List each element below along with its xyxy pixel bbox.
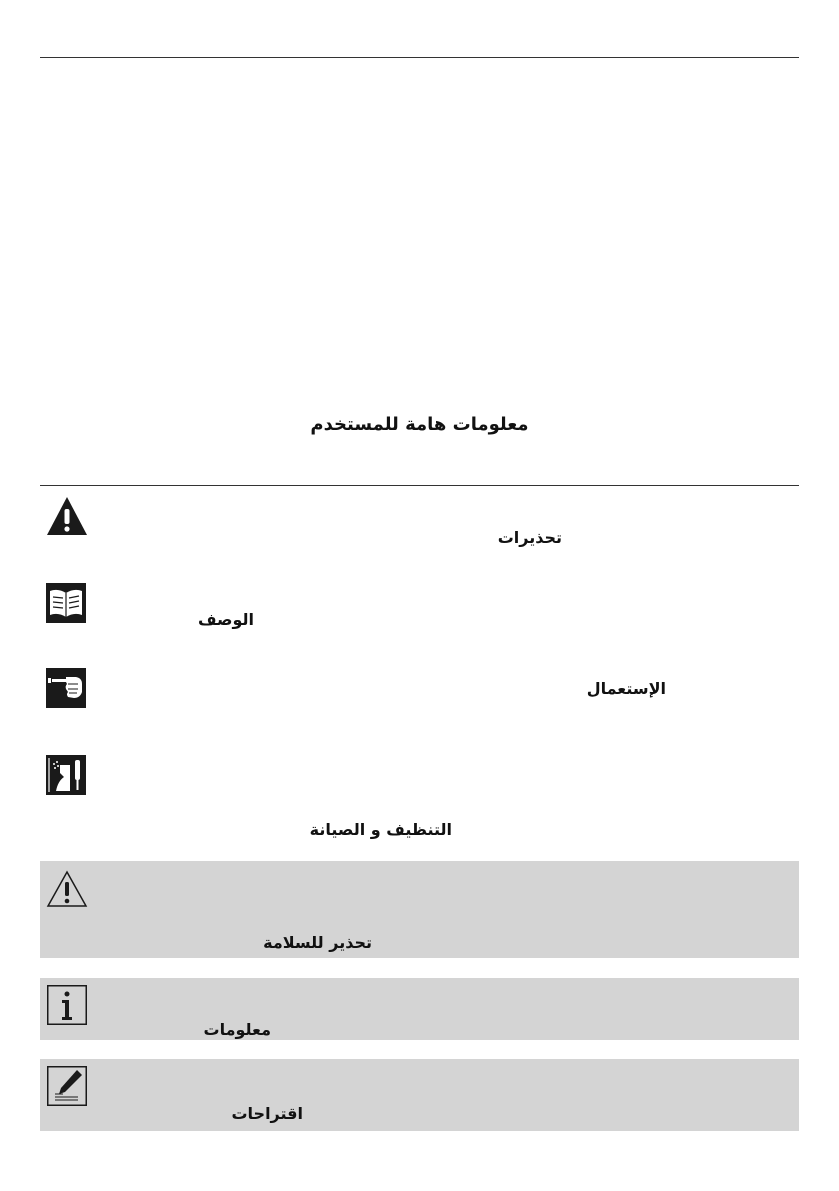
cleaning-maintenance-icon (46, 755, 86, 795)
notice-suggestions (40, 1059, 799, 1131)
section-label-description: الوصف (197, 610, 254, 629)
notice-label-safety: تحذير للسلامة (263, 933, 372, 952)
notice-safety-warning (40, 861, 799, 958)
notice-information (40, 978, 799, 1040)
warning-filled-icon (46, 496, 88, 536)
warning-outline-icon (46, 870, 88, 908)
book-icon (46, 583, 86, 623)
top-rule (40, 57, 799, 58)
notice-label-suggestions: اقتراحات (231, 1104, 303, 1123)
section-label-use: الإستعمال (586, 679, 666, 698)
info-icon (47, 985, 87, 1025)
section-label-cleaning: التنظيف و الصيانة (309, 820, 452, 839)
page-title: معلومات هامة للمستخدم (310, 414, 529, 435)
section-rule (40, 485, 799, 486)
pencil-note-icon (47, 1066, 87, 1106)
hand-use-icon (46, 668, 86, 708)
section-label-warnings: تحذيرات (497, 528, 562, 547)
notice-label-information: معلومات (203, 1020, 271, 1039)
